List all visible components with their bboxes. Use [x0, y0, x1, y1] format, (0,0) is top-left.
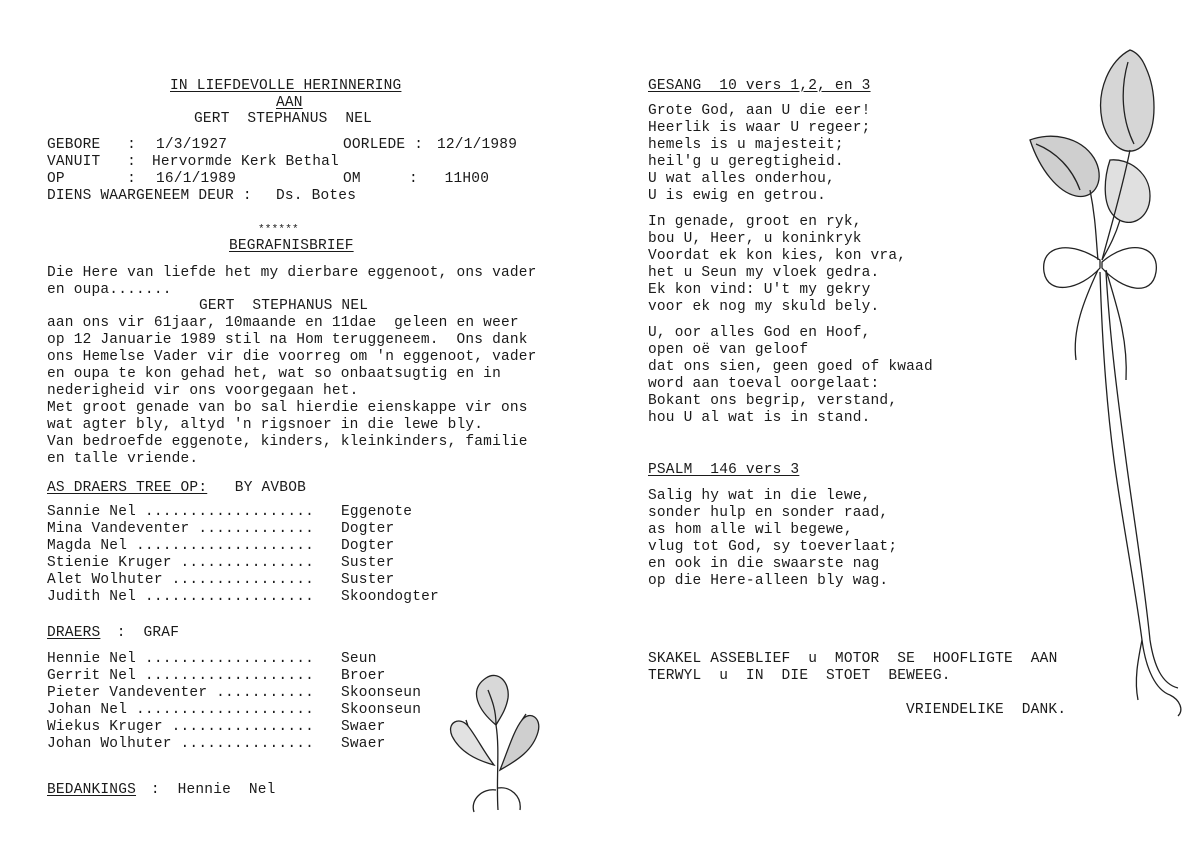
grave-bearer-name: Gerrit Nel ...................: [47, 668, 315, 684]
memorial-title: IN LIEFDEVOLLE HERINNERING: [170, 78, 402, 94]
deceased-name: GERT STEPHANUS NEL: [194, 111, 373, 127]
born-label: GEBORE :: [47, 137, 137, 153]
psalm-line: sonder hulp en sonder raad,: [648, 505, 889, 521]
hymn-line: open oë van geloof: [648, 342, 809, 358]
service-time-label: OM: [343, 171, 361, 187]
pallbearer-relation: Dogter: [341, 538, 395, 554]
letter-line: Die Here van liefde het my dierbare eggenoot, ons vader: [47, 265, 537, 281]
letter-line: en oupa.......: [47, 282, 172, 298]
hymn-line: het u Seun my vloek gedra.: [648, 265, 880, 281]
letter-line: en talle vriende.: [47, 451, 199, 467]
officiant-label: DIENS WAARGENEEM DEUR :: [47, 188, 252, 204]
pallbearer-name: Sannie Nel ...................: [47, 504, 315, 520]
hymn-line: In genade, groot en ryk,: [648, 214, 862, 230]
letter-line: nederigheid vir ons voorgegaan het.: [47, 383, 359, 399]
grave-bearer-name: Wiekus Kruger ................: [47, 719, 315, 735]
hymn-line: Bokant ons begrip, verstand,: [648, 393, 898, 409]
service-time-value: : 11H00: [409, 171, 490, 187]
thanks-giver-value: : Hennie Nel: [142, 782, 276, 798]
letter-line: aan ons vir 61jaar, 10maande en 11dae geleen en weer: [47, 315, 519, 331]
grave-bearer-relation: Swaer: [341, 719, 386, 735]
headlights-notice: SKAKEL ASSEBLIEF u MOTOR SE HOOFLIGTE AAN: [648, 651, 1058, 667]
letter-line: Met groot genade van bo sal hierdie eienskappe vir ons: [47, 400, 528, 416]
psalm-line: vlug tot God, sy toeverlaat;: [648, 539, 898, 555]
service-date-value: 16/1/1989: [156, 171, 237, 187]
hymn-title: GESANG 10 vers 1,2, en 3: [648, 78, 871, 94]
hymn-line: Heerlik is waar U regeer;: [648, 120, 871, 136]
letter-line: wat agter bly, altyd 'n rigsnoer in die lewe bly.: [47, 417, 484, 433]
grave-bearers-suffix: : GRAF: [99, 625, 180, 641]
hymn-line: voor ek nog my skuld bely.: [648, 299, 880, 315]
psalm-line: as hom alle wil begewe,: [648, 522, 853, 538]
letter-line: ons Hemelse Vader vir die voorreg om 'n eggenoot, vader: [47, 349, 537, 365]
service-from-label: VANUIT :: [47, 154, 137, 170]
service-date-label: OP :: [47, 171, 137, 187]
hymn-line: heil'g u geregtigheid.: [648, 154, 844, 170]
thanks-giver-label: BEDANKINGS: [47, 782, 137, 798]
pallbearers-suffix: BY AVBOB: [217, 480, 307, 496]
lily-ribbon-illustration: [1010, 40, 1190, 720]
grave-bearers-title: DRAERS: [47, 625, 101, 641]
pallbearer-name: Magda Nel ....................: [47, 538, 315, 554]
hymn-line: U wat alles onderhou,: [648, 171, 835, 187]
closing-thanks: VRIENDELIKE DANK.: [906, 702, 1067, 718]
letter-line: Van bedroefde eggenote, kinders, kleinkinders, familie: [47, 434, 528, 450]
hymn-line: Voordat ek kon kies, kon vra,: [648, 248, 907, 264]
pallbearer-name: Stienie Kruger ...............: [47, 555, 315, 571]
letter-name: GERT STEPHANUS NEL: [199, 298, 369, 314]
pallbearers-title: AS DRAERS TREE OP:: [47, 480, 208, 496]
pallbearer-relation: Suster: [341, 555, 395, 571]
hymn-line: hemels is u majesteit;: [648, 137, 844, 153]
psalm-title: PSALM 146 vers 3: [648, 462, 800, 478]
hymn-line: Ek kon vind: U't my gekry: [648, 282, 871, 298]
pallbearer-relation: Dogter: [341, 521, 395, 537]
pallbearer-relation: Eggenote: [341, 504, 413, 520]
letter-title: BEGRAFNISBRIEF: [229, 238, 354, 254]
died-label: OORLEDE :: [343, 137, 424, 153]
pallbearer-name: Alet Wolhuter ................: [47, 572, 315, 588]
grave-bearer-relation: Skoonseun: [341, 702, 422, 718]
grave-bearer-relation: Swaer: [341, 736, 386, 752]
letter-line: en oupa te kon gehad het, wat so onbaatsugtig en in: [47, 366, 501, 382]
grave-bearer-name: Johan Wolhuter ...............: [47, 736, 315, 752]
officiant-value: Ds. Botes: [276, 188, 357, 204]
psalm-line: en ook in die swaarste nag: [648, 556, 880, 572]
hymn-line: U is ewig en getrou.: [648, 188, 827, 204]
grave-bearer-name: Johan Nel ....................: [47, 702, 315, 718]
hymn-line: hou U al wat is in stand.: [648, 410, 871, 426]
pallbearer-name: Judith Nel ...................: [47, 589, 315, 605]
psalm-line: Salig hy wat in die lewe,: [648, 488, 871, 504]
lily-illustration-small: [438, 670, 558, 820]
headlights-notice: TERWYL u IN DIE STOET BEWEEG.: [648, 668, 951, 684]
pallbearer-relation: Skoondogter: [341, 589, 439, 605]
letter-line: op 12 Januarie 1989 stil na Hom teruggeneem. Ons dank: [47, 332, 528, 348]
grave-bearer-relation: Skoonseun: [341, 685, 422, 701]
hymn-line: dat ons sien, geen goed of kwaad: [648, 359, 933, 375]
grave-bearer-name: Pieter Vandeventer ...........: [47, 685, 315, 701]
pallbearer-relation: Suster: [341, 572, 395, 588]
grave-bearer-relation: Broer: [341, 668, 386, 684]
psalm-line: op die Here-alleen bly wag.: [648, 573, 889, 589]
born-date: 1/3/1927: [156, 137, 228, 153]
grave-bearer-relation: Seun: [341, 651, 377, 667]
hymn-line: U, oor alles God en Hoof,: [648, 325, 871, 341]
died-date: 12/1/1989: [437, 137, 518, 153]
grave-bearer-name: Hennie Nel ...................: [47, 651, 315, 667]
hymn-line: word aan toeval oorgelaat:: [648, 376, 880, 392]
memorial-aan: AAN: [276, 95, 303, 111]
pallbearer-name: Mina Vandeventer .............: [47, 521, 315, 537]
hymn-line: bou U, Heer, u koninkryk: [648, 231, 862, 247]
hymn-line: Grote God, aan U die eer!: [648, 103, 871, 119]
service-from-value: Hervormde Kerk Bethal: [152, 154, 339, 170]
star-divider: ******: [258, 224, 299, 236]
